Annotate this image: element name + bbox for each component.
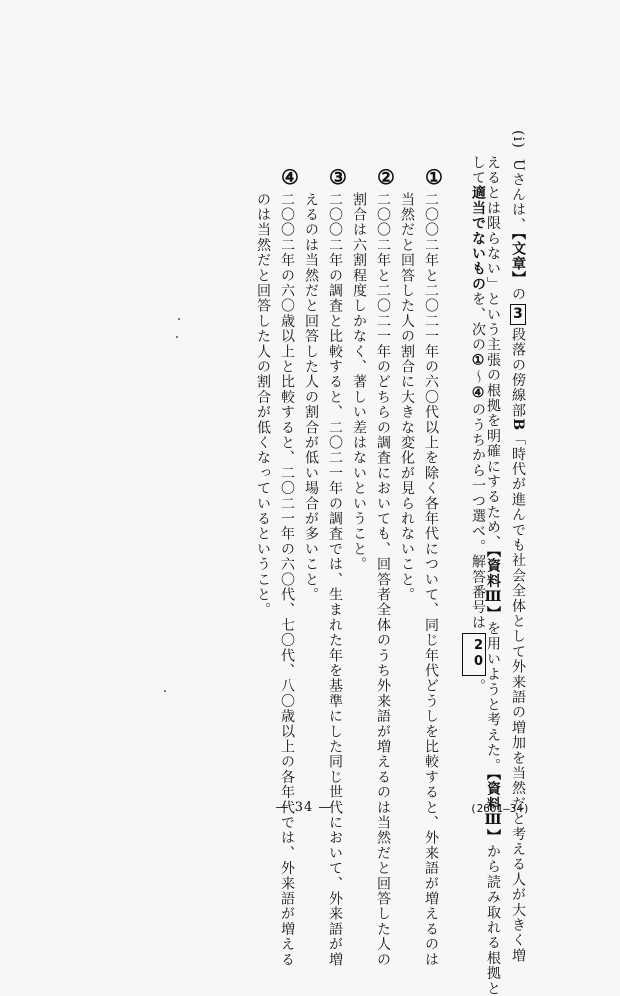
option-4-line-1: 二〇〇二年の六〇歳以上と比較すると、二〇二一年の六〇代、七〇代、八〇歳以上の各年代では、外来語が増える [279,192,295,968]
paragraph-number-box: 3 [510,305,526,324]
question-line-2: えるとは限らない」という主張の根拠を明確にするため、【資料Ⅲ】を用いようと考えた。【資料Ⅲ】から読み取れる根拠と [485,155,501,996]
scan-speck [178,318,180,320]
option-3-line-2: えるのは当然だと回答した人の割合が低い場合が多いこと。 [303,192,319,603]
question-label: (i) [510,130,526,150]
option-2-number[interactable] [376,165,396,190]
option-1-line-1: 二〇〇二年と二〇二一年の六〇代以上を除く各年代について、同じ年代どうしを比較すると、外来語が増えるのは [423,192,439,968]
page-number: — 34 — [275,800,333,815]
scan-speck [164,690,166,692]
option-3-marker[interactable]: ③ [326,165,350,191]
option-3-line-1: 二〇〇二年の調査と比較すると、二〇二一年の調査では、生まれた年を基準にした同じ世代において、外来語が増 [327,192,343,968]
option-4-line-2: のは当然だと回答した人の割合が低くなっているということ。 [255,192,271,618]
emphasis-not-appropriate: 適当でないもの [470,185,486,292]
option-2-marker[interactable]: ② [374,165,398,191]
question-line-3: して適当でないものを、次の①～④のうちから一つ選べ。解答番号は20。 [462,155,486,694]
option-1-marker[interactable]: ① [422,165,446,191]
option-2-line-2: 割合は六割程度しかなく、著しい差はないということ。 [351,192,367,572]
scan-speck [176,336,178,338]
option-1-number[interactable] [424,165,444,190]
option-3-number[interactable] [328,165,348,190]
option-4-number[interactable] [280,165,300,190]
option-2-line-1: 二〇〇二年と二〇二一年のどちらの調査においても、回答者全体のうち外来語が増えるのは当然だと回答した人の [375,192,391,968]
answer-number-box: 20 [462,633,486,675]
page-code: (2601—34) [470,802,530,815]
option-4-marker[interactable]: ④ [278,165,302,191]
option-1-line-2: 当然だと回答した人の割合に大きな変化が見られないこと。 [399,192,415,603]
question-line-1: (i)Uさんは、【文章】の3段落の傍線部B「時代が進んでも社会全体として外来語の増加を当然だと考える人が大きく増 [510,130,526,964]
